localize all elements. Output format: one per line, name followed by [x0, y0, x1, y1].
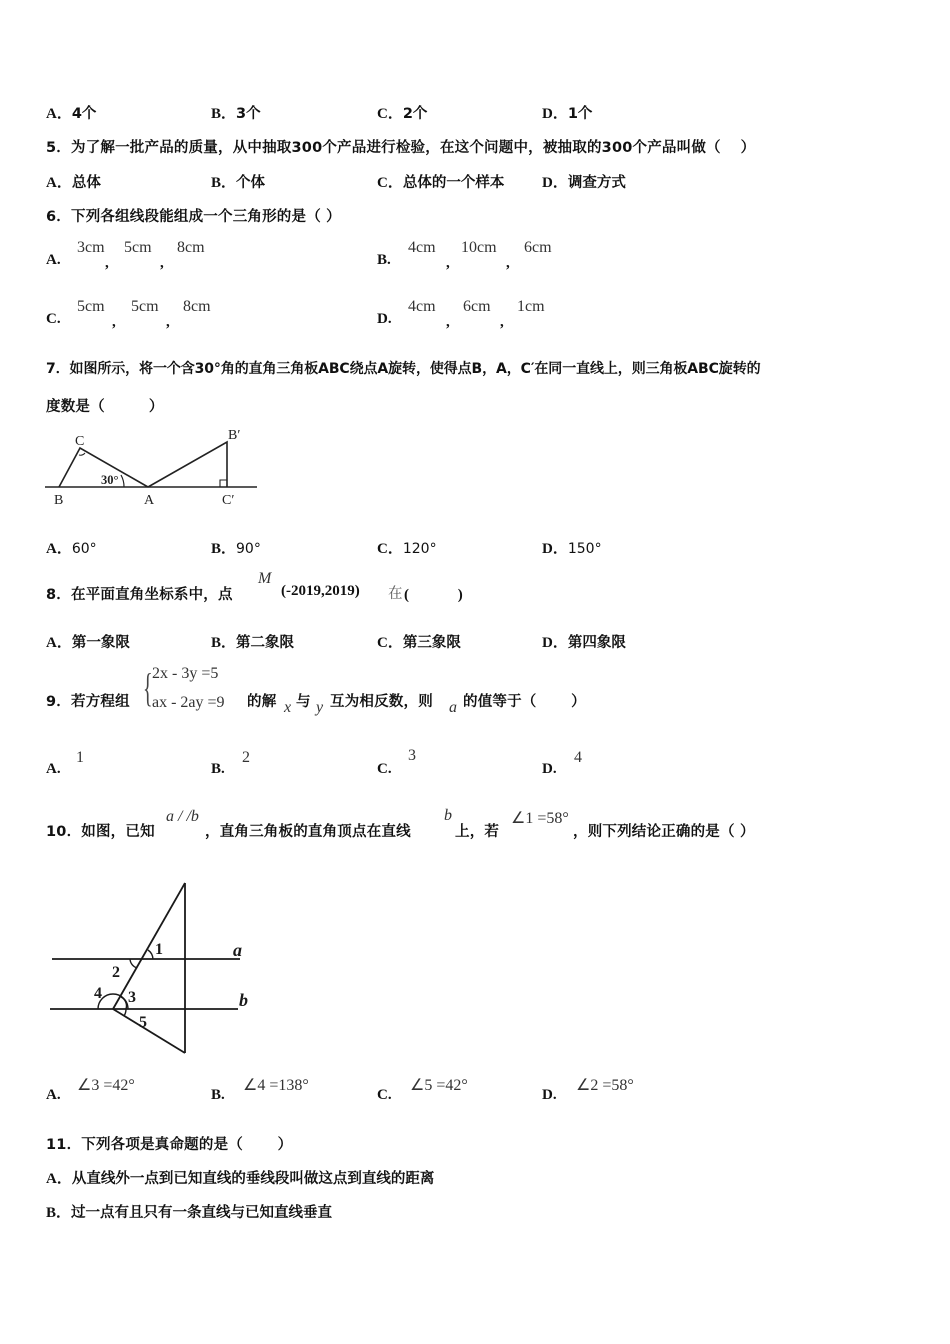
option-label: B．: [211, 175, 237, 191]
triangle-hypotenuse: [113, 883, 185, 1009]
q9-var-x: x: [284, 699, 292, 716]
q10-mid2: 上，若: [455, 824, 500, 840]
q5-option-c[interactable]: [377, 171, 504, 192]
option-value: 4cm: [408, 298, 436, 315]
option-value: ∠4 =138°: [243, 1077, 309, 1094]
option-value: 4: [574, 749, 582, 766]
option-value: 6cm: [524, 239, 552, 256]
option-label: B.: [211, 1087, 225, 1103]
q8-coordinates: (-2019,2019): [281, 583, 360, 599]
q9-stem-prefix: 9．若方程组: [46, 694, 130, 710]
option-label: C．: [377, 541, 403, 557]
option-text: 第一象限: [71, 635, 130, 651]
label-angle-4: 4: [94, 985, 102, 1002]
label-line-a: a: [233, 940, 242, 960]
q4-option-c[interactable]: [377, 102, 427, 123]
option-value: 5cm: [77, 298, 105, 315]
q7-rotation-figure: [40, 420, 270, 510]
option-label: A．: [46, 106, 72, 122]
option-label: B.: [377, 252, 391, 268]
option-label: D．: [542, 106, 568, 122]
q5-stem: 5．为了解一批产品的质量，从中抽取300个产品进行检验，在这个问题中，被抽取的300个产品叫做（ ）: [46, 140, 756, 156]
option-text: 总体: [71, 175, 101, 191]
option-value: 2: [242, 749, 250, 766]
label-line-b: b: [239, 990, 248, 1010]
option-label: A.: [46, 761, 61, 777]
comma: ,: [506, 255, 510, 271]
option-text: 60°: [71, 541, 97, 557]
comma: ,: [105, 255, 109, 271]
option-text: 第四象限: [567, 635, 626, 651]
option-label: D.: [377, 311, 392, 327]
right-angle-mark: [220, 480, 227, 487]
option-text: 第三象限: [402, 635, 461, 651]
option-value: 10cm: [461, 239, 497, 256]
option-value: 1cm: [517, 298, 545, 315]
q4-option-b[interactable]: [211, 102, 261, 123]
label-b: B: [54, 493, 64, 508]
comma: ,: [500, 314, 504, 330]
q9-mid1: 的解: [247, 694, 277, 710]
q9-mid3: 互为相反数，则: [330, 694, 433, 710]
angle-1-arc: [148, 950, 153, 959]
angle-30-arc: [121, 475, 124, 487]
q10-given-angle: ∠1 =58°: [511, 810, 569, 827]
option-label: D．: [542, 541, 568, 557]
q11-option-a[interactable]: [46, 1167, 434, 1188]
label-c: C: [75, 434, 85, 449]
system-brace: {: [143, 665, 153, 710]
option-label: A．: [46, 541, 72, 557]
label-a: A: [144, 493, 155, 508]
option-label: C．: [377, 635, 403, 651]
option-text: 1个: [567, 106, 593, 122]
option-value: 3cm: [77, 239, 105, 256]
option-label: C.: [377, 1087, 392, 1103]
option-label: D．: [542, 635, 568, 651]
option-value: ∠5 =42°: [410, 1077, 468, 1094]
option-text: 4个: [71, 106, 97, 122]
option-text: 120°: [402, 541, 437, 557]
option-value: ∠2 =58°: [576, 1077, 634, 1094]
q8-stem-suffix: ( ): [404, 587, 463, 603]
option-label: B．: [211, 635, 237, 651]
q8-option-d[interactable]: [542, 631, 626, 652]
label-angle-5: 5: [139, 1014, 147, 1031]
option-label: A．: [46, 1171, 72, 1187]
option-text: 2个: [402, 106, 428, 122]
option-text: 过一点有且只有一条直线与已知直线垂直: [71, 1205, 333, 1221]
option-label: A．: [46, 175, 72, 191]
q7-option-a[interactable]: [46, 537, 97, 558]
option-label: D.: [542, 1087, 557, 1103]
option-text: 第二象限: [236, 635, 295, 651]
q7-option-c[interactable]: [377, 537, 437, 558]
q5-option-a[interactable]: [46, 171, 101, 192]
comma: ,: [160, 255, 164, 271]
label-angle-3: 3: [128, 989, 136, 1006]
q5-option-d[interactable]: [542, 171, 626, 192]
label-angle-2: 2: [112, 964, 120, 981]
q8-option-b[interactable]: [211, 631, 294, 652]
option-label: D．: [542, 175, 568, 191]
q8-point-m: M: [258, 570, 272, 587]
option-label: B.: [211, 761, 225, 777]
q9-var-y: y: [316, 699, 324, 716]
option-text: 总体的一个样本: [402, 175, 505, 191]
option-value: 6cm: [463, 298, 491, 315]
option-label: B．: [211, 106, 237, 122]
comma: ,: [112, 314, 116, 330]
option-text: 90°: [236, 541, 261, 557]
q4-option-d[interactable]: [542, 102, 592, 123]
q4-option-a[interactable]: [46, 102, 96, 123]
equation-2: ax - 2ay =9: [152, 694, 225, 711]
option-label: B．: [211, 541, 237, 557]
comma: ,: [166, 314, 170, 330]
q5-option-b[interactable]: [211, 171, 265, 192]
angle-5-arc: [124, 1009, 126, 1016]
q10-line-b: b: [444, 807, 452, 824]
option-label: B．: [46, 1205, 72, 1221]
option-value: 3: [408, 747, 416, 764]
q10-mid1: ，直角三角板的直角顶点在直线: [205, 824, 411, 840]
q7-stem-line1: 7．如图所示，将一个含30°角的直角三角板ABC绕点A旋转，使得点B，A，C′在同一直线上，则三角板ABC旋转的: [46, 361, 761, 377]
q10-stem-prefix: 10．如图，已知: [46, 824, 155, 840]
q8-option-c[interactable]: [377, 631, 461, 652]
angle-4-arc: [98, 994, 128, 1009]
angle-2-arc: [130, 959, 137, 968]
q11-stem: 11．下列各项是真命题的是（ ）: [46, 1137, 293, 1153]
triangle-ab-prime-c-prime: [148, 442, 227, 487]
option-text: 调查方式: [567, 175, 626, 191]
label-c-prime: C′: [222, 493, 235, 508]
q10-parallel-lines-figure: [40, 870, 270, 1060]
q6-stem: 6．下列各组线段能组成一个三角形的是（ ）: [46, 209, 341, 225]
option-label: C．: [377, 175, 403, 191]
comma: ,: [446, 255, 450, 271]
option-label: D.: [542, 761, 557, 777]
option-label: A．: [46, 635, 72, 651]
label-b-prime: B′: [228, 428, 241, 443]
option-label: A.: [46, 252, 61, 268]
label-angle-30: 30°: [101, 473, 119, 487]
comma: ,: [446, 314, 450, 330]
label-angle-1: 1: [155, 941, 163, 958]
option-value: ∠3 =42°: [77, 1077, 135, 1094]
q7-option-d[interactable]: [542, 537, 602, 558]
option-value: 5cm: [131, 298, 159, 315]
q8-option-a[interactable]: [46, 631, 130, 652]
option-value: 8cm: [183, 298, 211, 315]
right-angle-c-mark: [79, 453, 85, 455]
q8-zai: 在: [388, 586, 403, 602]
option-text: 3个: [236, 106, 261, 122]
q9-stem-suffix: 的值等于（ ）: [463, 694, 586, 710]
q7-option-b[interactable]: [211, 537, 261, 558]
option-label: A.: [46, 1087, 61, 1103]
option-label: C.: [46, 311, 61, 327]
q9-var-a: a: [449, 699, 457, 716]
q10-stem-suffix: ，则下列结论正确的是（ ）: [573, 824, 755, 840]
equation-1: 2x - 3y =5: [152, 665, 219, 682]
option-label: C．: [377, 106, 403, 122]
option-value: 4cm: [408, 239, 436, 256]
q9-mid2: 与: [296, 694, 311, 710]
angle-3-arc: [121, 997, 126, 1009]
option-value: 5cm: [124, 239, 152, 256]
q11-option-b[interactable]: [46, 1201, 332, 1222]
option-text: 个体: [236, 175, 266, 191]
option-text: 150°: [567, 541, 602, 557]
q10-parallel: a / /b: [166, 808, 199, 825]
option-label: C.: [377, 761, 392, 777]
q8-stem-prefix: 8．在平面直角坐标系中，点: [46, 587, 233, 603]
option-text: 从直线外一点到已知直线的垂线段叫做这点到直线的距离: [71, 1171, 435, 1187]
option-value: 1: [76, 749, 84, 766]
option-value: 8cm: [177, 239, 205, 256]
q7-stem-line2: 度数是（ ）: [46, 399, 164, 415]
